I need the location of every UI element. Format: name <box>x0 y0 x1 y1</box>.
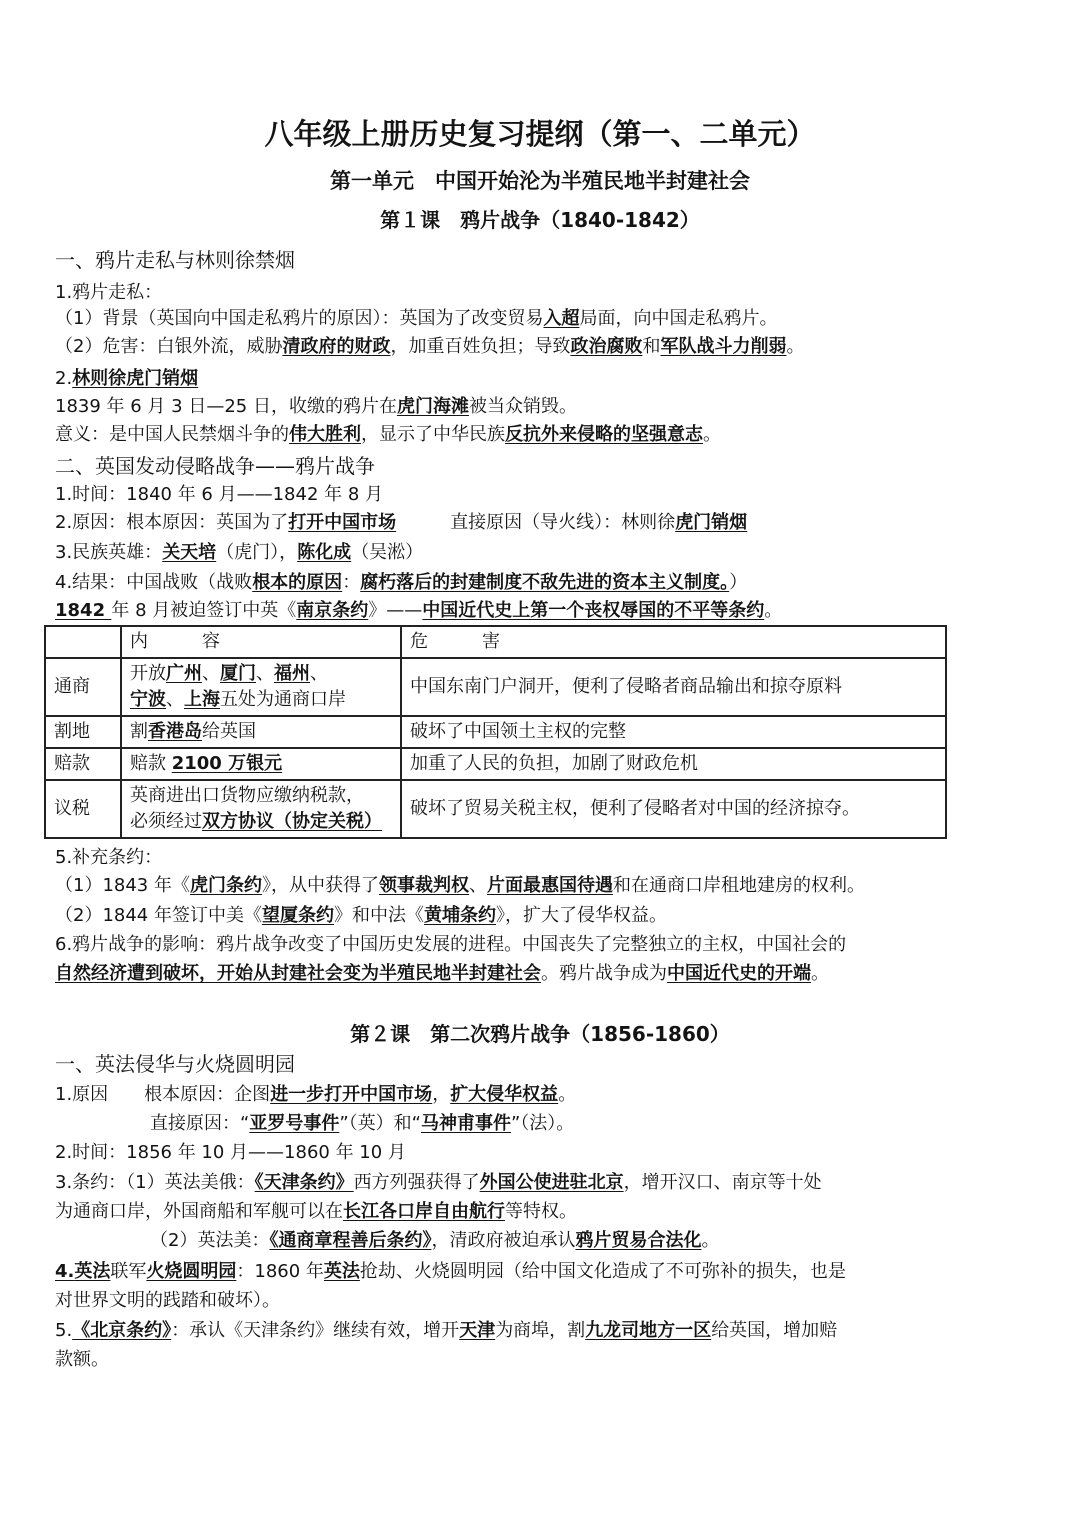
table-harm-cell: 中国东南门户洞开，便利了侵略者商品输出和掠夺原料 <box>401 658 946 716</box>
item-line: 款额。 <box>55 1349 109 1370</box>
item-line: 2.林则徐虎门销烟 <box>55 368 199 389</box>
table-content-cell: 英商进出口货物应缴纳税款， 必须经过双方协议（协定关税） <box>121 780 401 838</box>
item-line: 对世界文明的践踏和破坏）。 <box>55 1290 280 1311</box>
item-line: 6.鸦片战争的影响：鸦片战争改变了中国历史发展的进程。中国丧失了完整独立的主权，中国社会的 <box>55 934 847 955</box>
item-line: 5.《北京条约》：承认《天津条约》继续有效，增开天津为商埠，割九龙司地方一区给英国，增加赔 <box>55 1320 838 1341</box>
item-line: （2）危害：白银外流，威胁清政府的财政，加重百姓负担；导致政治腐败和军队战斗力削弱。 <box>55 336 805 357</box>
table-key-cell: 议税 <box>45 780 121 838</box>
item-line: 1.时间：1840 年 6 月——1842 年 8 月 <box>55 484 384 505</box>
item-line: （1）1843 年《虎门条约》，从中获得了领事裁判权、片面最惠国待遇和在通商口岸租地建房的权利。 <box>55 875 865 896</box>
table-header-row <box>45 626 946 658</box>
section-heading: 一、英法侵华与火烧圆明园 <box>55 1052 295 1076</box>
item-line: 4.英法联军火烧圆明园：1860 年英法抢劫、火烧圆明园（给中国文化造成了不可弥补的损失，也是 <box>55 1261 846 1282</box>
section-heading: 一、鸦片走私与林则徐禁烟 <box>55 248 295 272</box>
section-heading: 二、英国发动侵略战争——鸦片战争 <box>55 454 375 478</box>
page-title: 八年级上册历史复习提纲（第一、二单元） <box>264 117 816 151</box>
lesson-1-title: 第１课 鸦片战争（1840-1842） <box>380 208 700 232</box>
item-line: 1842 年 8 月被迫签订中英《南京条约》——中国近代史上第一个丧权辱国的不平等条约。 <box>55 600 783 621</box>
item-line: 2.原因：根本原因：英国为了打开中国市场 直接原因（导火线）：林则徐虎门销烟 <box>55 512 748 533</box>
table-header-cell: 危 害 <box>401 626 946 658</box>
item-line: 2.时间：1856 年 10 月——1860 年 10 月 <box>55 1142 406 1163</box>
table-header-cell: 内 容 <box>121 626 401 658</box>
item-line: 3.民族英雄：关天培（虎门），陈化成（吴淞） <box>55 542 424 563</box>
table-content-cell: 赔款 2100 万银元 <box>121 748 401 780</box>
table-header-cell <box>45 626 121 658</box>
table-harm-cell: 加重了人民的负担，加剧了财政危机 <box>401 748 946 780</box>
item-line: 1839 年 6 月 3 日—25 日，收缴的鸦片在虎门海滩被当众销毁。 <box>55 396 577 417</box>
table-content-cell: 割香港岛给英国 <box>121 716 401 748</box>
item-line: 3.条约：（1）英法美俄：《天津条约》西方列强获得了外国公使进驻北京，增开汉口、南京等十处 <box>55 1172 822 1193</box>
lesson-2-title: 第２课 第二次鸦片战争（1856-1860） <box>350 1022 730 1046</box>
table-content-cell: 开放广州、厦门、福州、 宁波、上海五处为通商口岸 <box>121 658 401 716</box>
unit-title: 第一单元 中国开始沦为半殖民地半封建社会 <box>330 169 750 193</box>
table-row <box>45 658 946 716</box>
item-line: 直接原因：“亚罗号事件”（英）和“马神甫事件”（法）。 <box>150 1113 575 1134</box>
item-line: 1.鸦片走私： <box>55 282 163 303</box>
item-line: 1.原因 根本原因：企图进一步打开中国市场，扩大侵华权益。 <box>55 1084 577 1105</box>
item-line: 4.结果：中国战败（战败根本的原因：腐朽落后的封建制度不敌先进的资本主义制度。） <box>55 572 748 593</box>
table-harm-cell: 破坏了贸易关税主权，便利了侵略者对中国的经济掠夺。 <box>401 780 946 838</box>
item-line: （1）背景（英国向中国走私鸦片的原因）：英国为了改变贸易入超局面，向中国走私鸦片。 <box>55 308 778 329</box>
table-row <box>45 780 946 838</box>
table-key-cell: 割地 <box>45 716 121 748</box>
item-line: （2）英法美：《通商章程善后条约》，清政府被迫承认鸦片贸易合法化。 <box>150 1230 720 1251</box>
item-line: 为通商口岸，外国商船和军舰可以在长江各口岸自由航行等特权。 <box>55 1201 577 1222</box>
treaty-table <box>44 625 947 839</box>
table-row <box>45 748 946 780</box>
table-row <box>45 716 946 748</box>
table-key-cell: 通商 <box>45 658 121 716</box>
table-harm-cell: 破坏了中国领土主权的完整 <box>401 716 946 748</box>
item-line: 5.补充条约： <box>55 847 163 868</box>
item-line: 意义：是中国人民禁烟斗争的伟大胜利，显示了中华民族反抗外来侵略的坚强意志。 <box>55 424 721 445</box>
table-key-cell: 赔款 <box>45 748 121 780</box>
item-line: （2）1844 年签订中美《望厦条约》和中法《黄埔条约》，扩大了侵华权益。 <box>55 905 667 926</box>
item-line: 自然经济遭到破坏，开始从封建社会变为半殖民地半封建社会。鸦片战争成为中国近代史的开端。 <box>55 963 829 984</box>
